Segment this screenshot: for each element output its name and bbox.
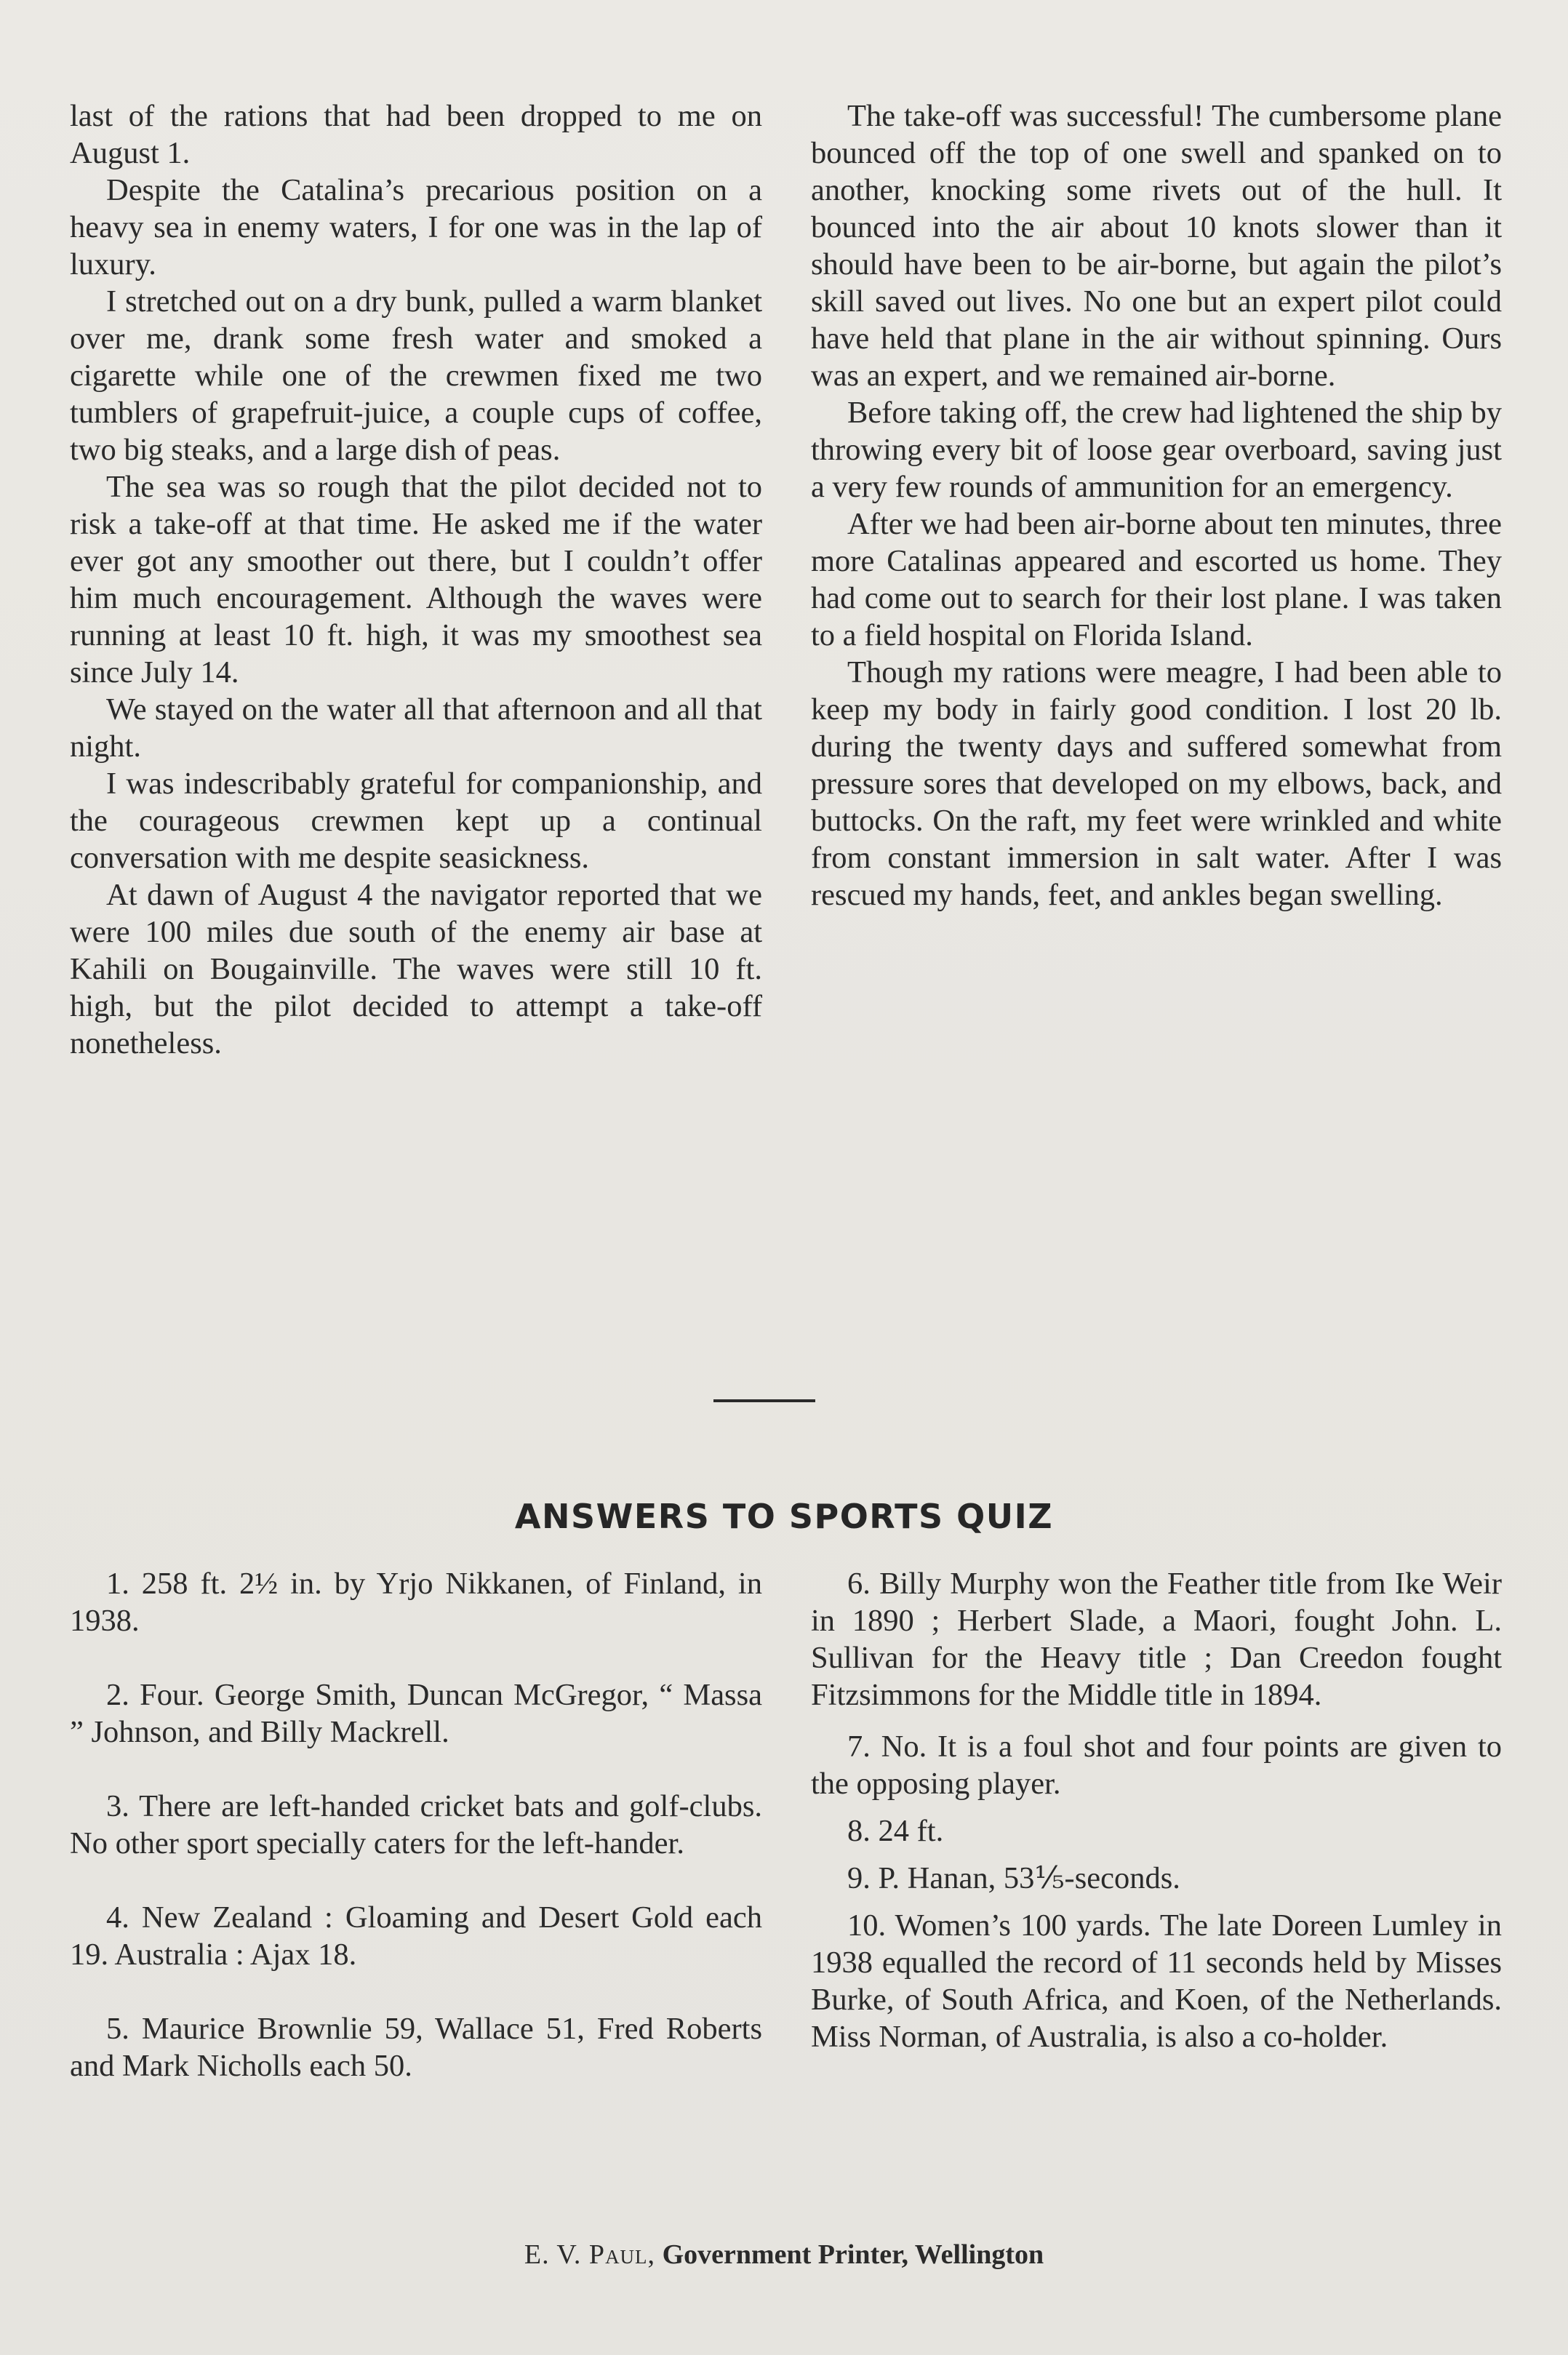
paragraph: We stayed on the water all that afternoon and all that night.: [70, 692, 762, 764]
paragraph: After we had been air-borne about ten minutes, three more Catalinas appeared and escorted us home. They had come out to search for their lost plane. I was taken to a field hospital on Florida Island.: [811, 507, 1502, 652]
paragraph: At dawn of August 4 the navigator reported that we were 100 miles due south of the enemy air base at Kahili on Bougainville. The waves were still 10 ft. high, but the pilot decided to attempt a take-off nonetheless.: [70, 878, 762, 1060]
quiz-answer: 7. No. It is a foul shot and four points are given to the opposing player.: [811, 1730, 1502, 1801]
quiz-answers-right: [811, 1565, 1502, 2055]
printer-imprint: [0, 2239, 1568, 2271]
quiz-answer: 1. 258 ft. 2½ in. by Yrjo Nikkanen, of Finland, in 1938.: [70, 1567, 762, 1638]
paragraph: Despite the Catalina’s precarious position on a heavy sea in enemy waters, I for one was in the lap of luxury.: [70, 173, 762, 281]
quiz-answer: 6. Billy Murphy won the Feather title from Ike Weir in 1890 ; Herbert Slade, a Maori, fought John. L. Sullivan for the Heavy title ; Dan Creedon fought Fitzsimmons for the Middle title in 1894.: [811, 1567, 1502, 1712]
quiz-answer: 5. Maurice Brownlie 59, Wallace 51, Fred Roberts and Mark Nicholls each 50.: [70, 2012, 762, 2083]
printer-title: Government Printer, Wellington: [662, 2239, 1044, 2270]
quiz-answers-left: [70, 1565, 762, 2084]
paragraph: The take-off was successful! The cumbersome plane bounced off the top of one swell and spanked on to another, knocking some rivets out of the hull. It bounced into the air about 10 knots slower than it should have been to be air-borne, but again the pilot’s skill saved out lives. No one but an expert pilot could have held that plane in the air without spinning. Ours was an expert, and we remained air-borne.: [811, 99, 1502, 393]
paragraph: last of the rations that had been dropped to me on August 1.: [70, 99, 762, 170]
quiz-answer: 9. P. Hanan, 53⅕-seconds.: [847, 1861, 1180, 1895]
quiz-answer: 2. Four. George Smith, Duncan McGregor, “ Massa ” Johnson, and Billy Mackrell.: [70, 1678, 762, 1749]
quiz-answer: 3. There are left-handed cricket bats and golf-clubs. No other sport specially caters for the left-hander.: [70, 1789, 762, 1860]
quiz-answer: 8. 24 ft.: [847, 1814, 944, 1848]
quiz-heading: ANSWERS TO SPORTS QUIZ: [514, 1497, 1054, 1536]
article-column-left: [70, 97, 762, 1062]
article-column-right: [811, 97, 1502, 913]
quiz-answer: 10. Women’s 100 yards. The late Doreen Lumley in 1938 equalled the record of 11 seconds held by Misses Burke, of South Africa, and Koen, of the Netherlands. Miss Norman, of Australia, is also a co-holder.: [811, 1908, 1502, 2054]
paragraph: I was indescribably grateful for companionship, and the courageous crewmen kept up a continual conversation with me despite seasickness.: [70, 767, 762, 875]
paragraph: Though my rations were meagre, I had been able to keep my body in fairly good condition. I lost 20 lb. during the twenty days and suffered somewhat from pressure sores that developed on my elbows, back, and buttocks. On the raft, my feet were wrinkled and white from constant immersion in salt water. After I was rescued my hands, feet, and ankles began swelling.: [811, 655, 1502, 912]
paragraph: I stretched out on a dry bunk, pulled a warm blanket over me, drank some fresh water and smoked a cigarette while one of the crewmen fixed me two tumblers of grapefruit-juice, a couple cups of coffee, two big steaks, and a large dish of peas.: [70, 284, 762, 467]
quiz-answer: 4. New Zealand : Gloaming and Desert Gold each 19. Australia : Ajax 18.: [70, 1900, 762, 1972]
paragraph: The sea was so rough that the pilot decided not to risk a take-off at that time. He asked me if the water ever got any smoother out there, but I couldn’t offer him much encouragement. Although the waves were running at least 10 ft. high, it was my smoothest sea since July 14.: [70, 470, 762, 689]
paragraph: Before taking off, the crew had lightened the ship by throwing every bit of loose gear overboard, saving just a very few rounds of ammunition for an emergency.: [811, 396, 1502, 504]
printer-name: E. V. Paul,: [524, 2239, 656, 2270]
section-divider: [713, 1399, 815, 1402]
